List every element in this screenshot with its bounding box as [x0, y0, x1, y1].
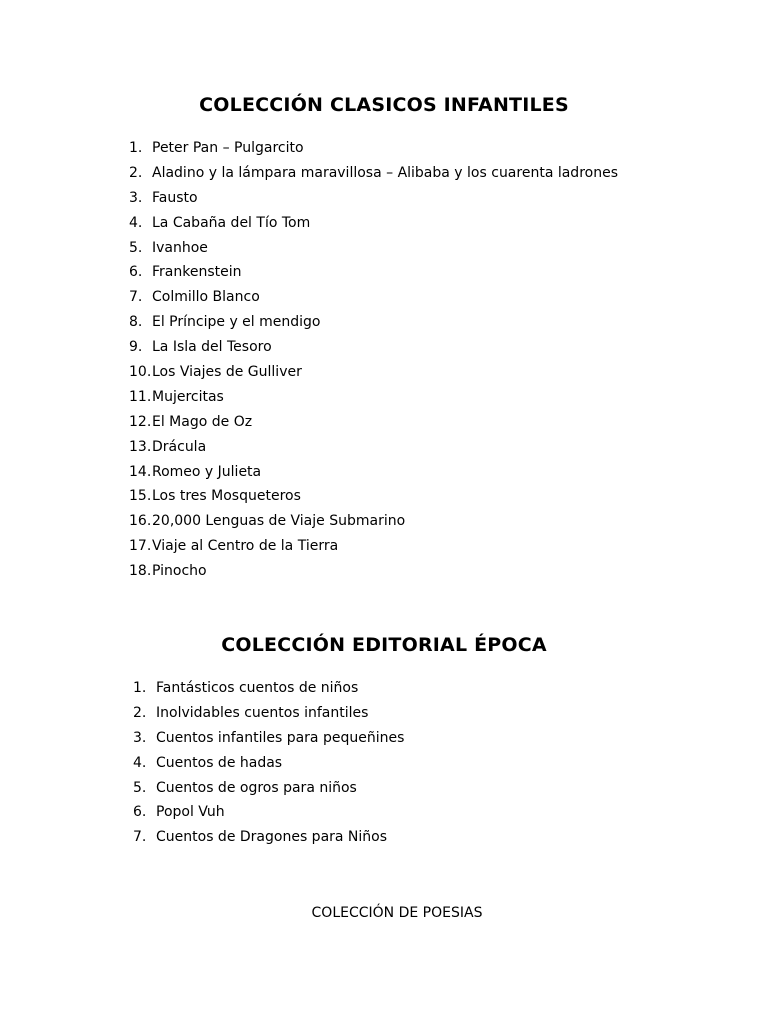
list-item-number: 7. [133, 829, 147, 846]
list-item-number: 8. [129, 314, 143, 331]
list-item-text: Cuentos de hadas [156, 754, 283, 771]
list-item-number: 6. [133, 804, 147, 821]
list-item-number: 2. [129, 164, 143, 181]
section-title-editorial-epoca: COLECCIÓN EDITORIAL ÉPOCA [221, 634, 547, 656]
list-item-number: 3. [129, 189, 143, 206]
list-item-text: El Mago de Oz [152, 413, 253, 430]
list-item-text: Pinocho [152, 563, 207, 580]
list-item-number: 1. [133, 680, 147, 696]
list-item-number: 12. [129, 413, 152, 430]
list-item-number: 17. [129, 538, 152, 555]
list-item-text: Frankenstein [152, 264, 242, 281]
list-item-number: 7. [129, 289, 143, 306]
list-item-text: Inolvidables cuentos infantiles [156, 704, 369, 721]
list-item-number: 9. [129, 339, 143, 356]
list-item-number: 1. [129, 140, 143, 156]
list-item-text: Los Viajes de Gulliver [152, 364, 302, 381]
list-item-text: Romeo y Julieta [152, 463, 262, 480]
list-item-number: 2. [133, 704, 147, 721]
list-item-text: Cuentos de ogros para niños [156, 779, 357, 796]
list-item-number: 5. [129, 239, 143, 256]
section-title-poesias: COLECCIÓN DE POESIAS [311, 905, 483, 921]
list-item-number: 13. [129, 438, 152, 455]
list-item-number: 4. [133, 754, 147, 771]
list-item-text: Los tres Mosqueteros [152, 488, 301, 505]
list-item-text: 20,000 Lenguas de Viaje Submarino [152, 513, 406, 530]
list-item-text: Popol Vuh [156, 804, 225, 821]
list-item-text: Cuentos infantiles para pequeñines [156, 729, 405, 746]
list-item-text: Fantásticos cuentos de niños [156, 680, 359, 696]
list-item-text: Fausto [152, 189, 198, 206]
list-item-text: La Isla del Tesoro [152, 339, 272, 356]
list-item-number: 16. [129, 513, 152, 530]
list-item-text: Mujercitas [152, 388, 224, 405]
list-item-number: 4. [129, 214, 143, 231]
list-item-number: 6. [129, 264, 143, 281]
list-item-number: 18. [129, 563, 152, 580]
list-item-number: 3. [133, 729, 147, 746]
list-item-text: Peter Pan – Pulgarcito [152, 140, 304, 156]
list-item-text: La Cabaña del Tío Tom [152, 214, 311, 231]
list-item-number: 5. [133, 779, 147, 796]
list-item-text: Viaje al Centro de la Tierra [152, 538, 339, 555]
list-item-text: Drácula [152, 438, 207, 455]
section-title-clasicos-infantiles: COLECCIÓN CLASICOS INFANTILES [199, 94, 569, 116]
list-item-text: El Príncipe y el mendigo [152, 314, 321, 331]
list-item-text: Aladino y la lámpara maravillosa – Alibaba y los cuarenta ladrones [152, 164, 618, 181]
list-item-text: Cuentos de Dragones para Niños [156, 829, 388, 846]
list-item-text: Ivanhoe [152, 239, 208, 256]
list-item-number: 10. [129, 364, 152, 381]
list-item-number: 11. [129, 388, 152, 405]
list-item-number: 14. [129, 463, 152, 480]
list-item-number: 15. [129, 488, 152, 505]
list-item-text: Colmillo Blanco [152, 289, 260, 306]
